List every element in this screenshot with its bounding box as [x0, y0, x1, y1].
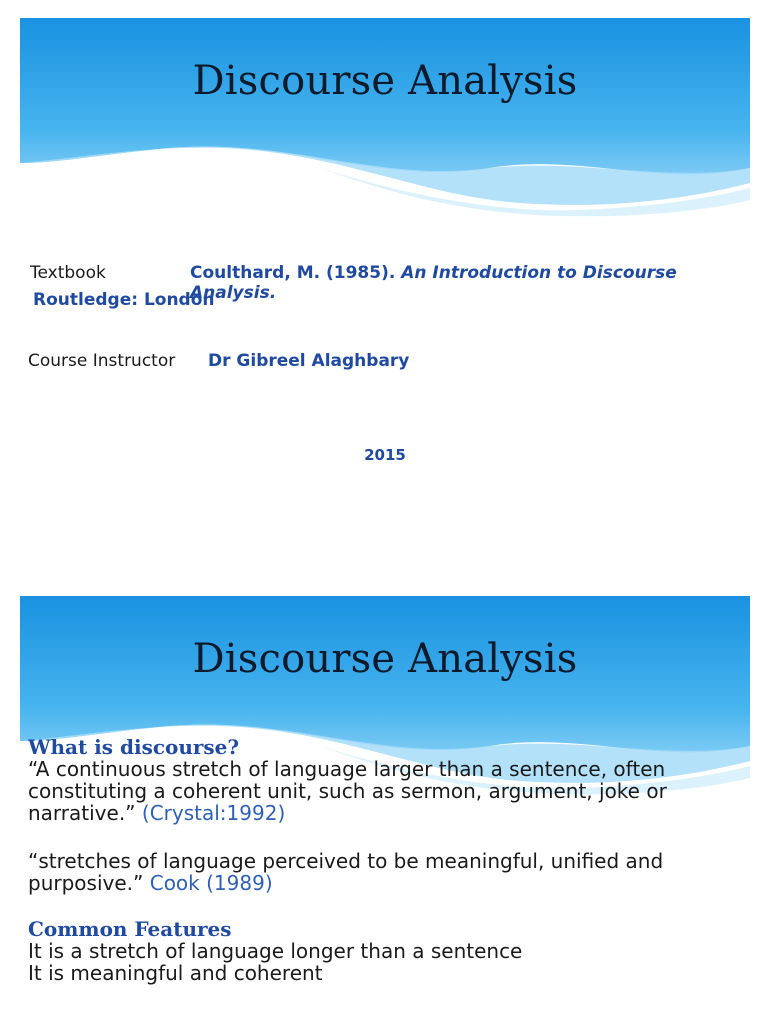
instructor-label: Course Instructor: [28, 351, 176, 371]
definition-slide: [20, 596, 750, 1036]
textbook-reference: [190, 263, 750, 303]
slide-title: Discourse Analysis: [192, 636, 578, 682]
wave-banner: [20, 18, 750, 228]
year: 2015: [364, 446, 406, 464]
citation: (Crystal:1992): [141, 801, 286, 825]
title-slide: [20, 18, 750, 558]
textbook-title: An Introduction to Discourse Analysis.: [190, 263, 677, 303]
instructor-name: Dr Gibreel Alaghbary: [208, 351, 410, 371]
section-heading: What is discourse?: [28, 735, 240, 759]
feature-item: It is meaningful and coherent: [28, 961, 323, 985]
quote-line-with-citation: [28, 872, 748, 894]
quote-line: narrative.”: [28, 801, 136, 825]
textbook-label: Textbook: [30, 263, 106, 283]
quote-line: “stretches of language perceived to be meaningful, unified and: [28, 849, 664, 873]
textbook-publisher: Routledge: London: [33, 290, 215, 310]
section-heading: Common Features: [28, 917, 232, 941]
feature-item: It is a stretch of language longer than a sentence: [28, 939, 523, 963]
slide-body: [28, 736, 748, 984]
quote-line: “A continuous stretch of language larger than a sentence, often: [28, 757, 666, 781]
quote-line: constituting a coherent unit, such as sermon, argument, joke or: [28, 779, 667, 803]
textbook-author-year: Coulthard, M. (1985).: [190, 263, 402, 283]
quote-line: purposive.”: [28, 871, 144, 895]
citation: Cook (1989): [149, 871, 273, 895]
quote-line-with-citation: [28, 802, 748, 824]
slide-title: Discourse Analysis: [192, 58, 578, 104]
